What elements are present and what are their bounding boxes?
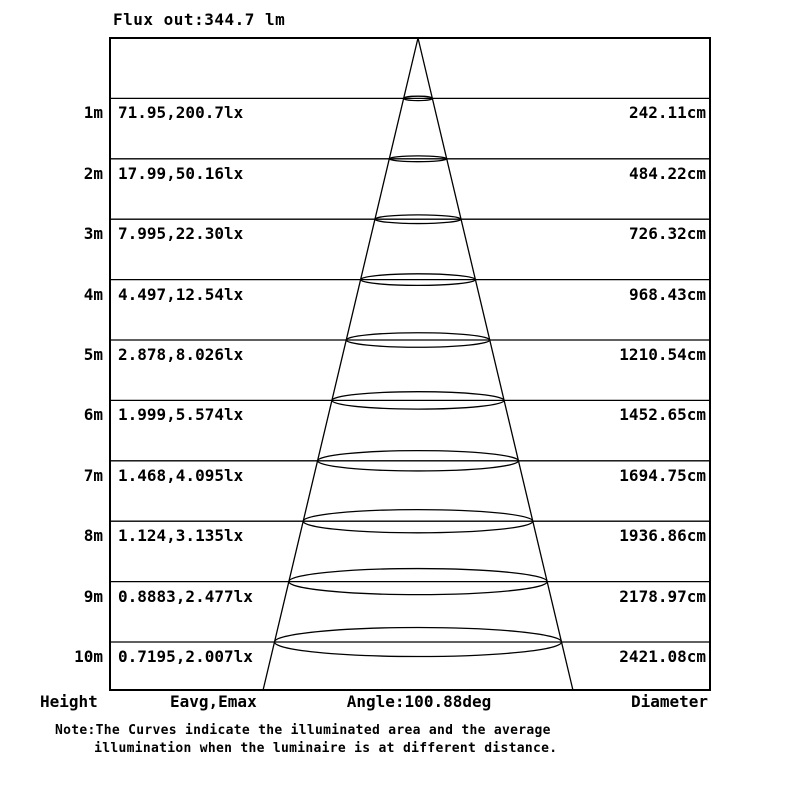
cone-row	[40, 285, 706, 304]
height-value: 4m	[83, 285, 103, 304]
diameter-value: 1936.86cm	[619, 526, 706, 545]
diameter-value: 1452.65cm	[619, 405, 706, 424]
note-line-2: illumination when the luminaire is at different distance.	[94, 741, 558, 756]
cone-row	[40, 405, 706, 424]
flux-out-label: Flux out:344.7 lm	[113, 10, 286, 29]
height-value: 2m	[83, 164, 103, 183]
diameter-value: 1694.75cm	[619, 466, 706, 485]
eavg-emax-value: 71.95,200.7lx	[118, 103, 244, 122]
height-column-label: Height	[40, 692, 98, 711]
cone-row	[40, 466, 706, 485]
cone-row	[40, 587, 706, 606]
height-value: 6m	[83, 405, 103, 424]
eavg-emax-value: 4.497,12.54lx	[118, 285, 244, 304]
diameter-value: 242.11cm	[628, 103, 706, 122]
diameter-value: 2178.97cm	[619, 587, 706, 606]
eavg-emax-value: 1.468,4.095lx	[118, 466, 244, 485]
diameter-value: 1210.54cm	[619, 345, 706, 364]
eavg-emax-value: 1.999,5.574lx	[118, 405, 244, 424]
height-value: 8m	[83, 526, 103, 545]
diameter-value: 484.22cm	[628, 164, 706, 183]
note-line-1: Note:The Curves indicate the illuminated area and the average	[55, 723, 551, 738]
beam-angle-label: Angle:100.88deg	[346, 692, 492, 711]
diameter-value: 2421.08cm	[619, 647, 706, 666]
eavg-emax-value: 17.99,50.16lx	[118, 164, 244, 183]
cone-row	[40, 224, 706, 243]
diameter-value: 968.43cm	[628, 285, 706, 304]
eavg-emax-column-label: Eavg,Emax	[170, 692, 257, 711]
eavg-emax-value: 2.878,8.026lx	[118, 345, 244, 364]
eavg-emax-value: 1.124,3.135lx	[118, 526, 244, 545]
cone-row	[40, 164, 706, 183]
height-value: 10m	[74, 647, 103, 666]
axis-labels-row	[0, 692, 800, 712]
cone-row	[40, 526, 706, 545]
height-value: 3m	[83, 224, 103, 243]
height-value: 9m	[83, 587, 103, 606]
eavg-emax-value: 7.995,22.30lx	[118, 224, 244, 243]
eavg-emax-value: 0.8883,2.477lx	[118, 587, 253, 606]
cone-row	[40, 345, 706, 364]
height-value: 5m	[83, 345, 103, 364]
eavg-emax-value: 0.7195,2.007lx	[118, 647, 253, 666]
cone-row	[40, 647, 706, 666]
cone-row	[40, 103, 706, 122]
height-value: 1m	[83, 103, 103, 122]
diameter-column-label: Diameter	[630, 692, 708, 711]
height-value: 7m	[83, 466, 103, 485]
diameter-value: 726.32cm	[628, 224, 706, 243]
note-text	[55, 722, 557, 758]
